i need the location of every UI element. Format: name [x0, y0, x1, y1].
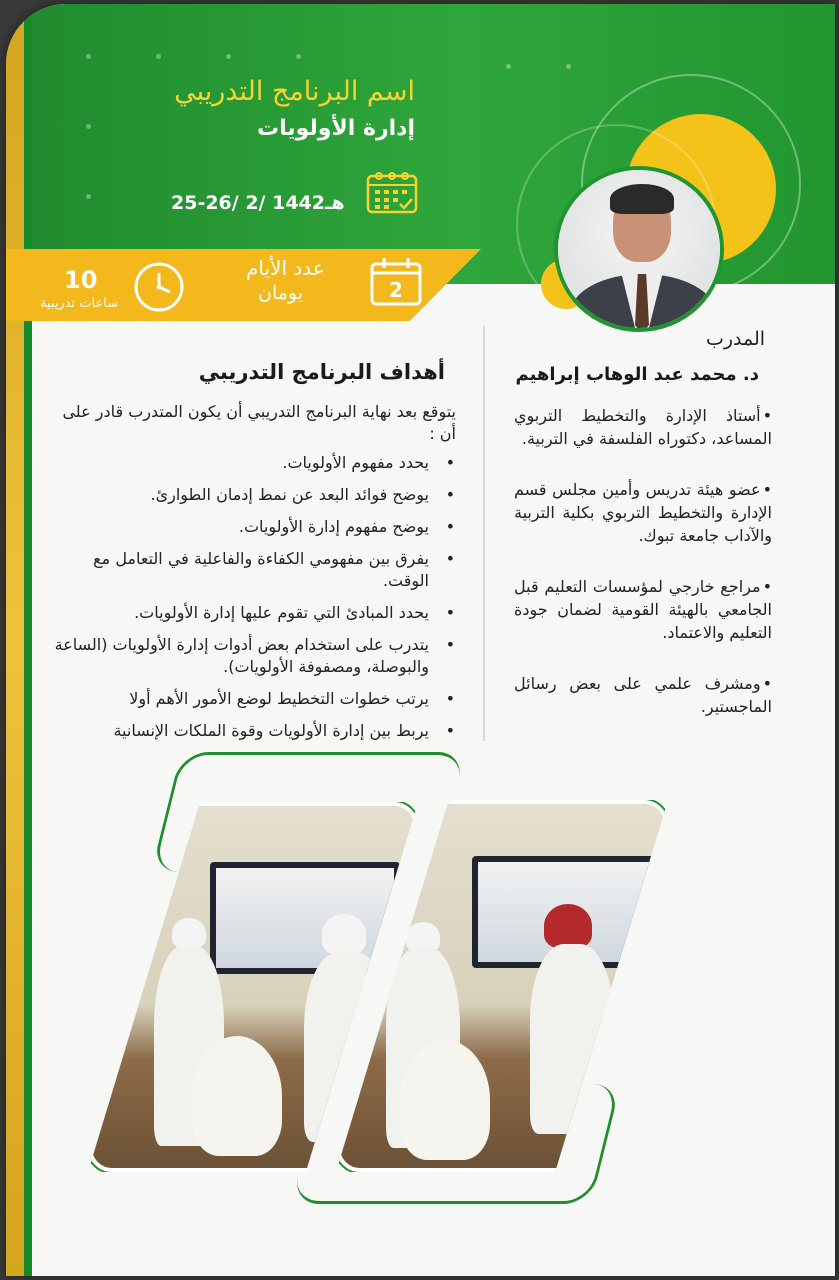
- goal-item: • يوضح فوائد البعد عن نمط إدمان الطوارئ.: [54, 484, 459, 506]
- goal-item: • يحدد مفهوم الأولويات.: [54, 452, 459, 474]
- clock-icon: [132, 260, 186, 314]
- goal-item: • يحدد المبادئ التي تقوم عليها إدارة الأولويات.: [54, 602, 459, 624]
- goals-title: أهداف البرنامج التدريبي: [198, 360, 445, 384]
- brochure-page: [6, 4, 835, 1276]
- goal-item: • يوضح مفهوم إدارة الأولويات.: [54, 516, 459, 538]
- decor-dot: [566, 64, 571, 69]
- goal-item: • يفرق بين مفهومي الكفاءة والفاعلية في التعامل مع الوقت.: [54, 548, 459, 592]
- decor-dot: [86, 54, 91, 59]
- trainer-name: د. محمد عبد الوهاب إبراهيم: [515, 364, 759, 385]
- hours-label: ساعات تدريبية: [40, 296, 119, 311]
- goal-item: • يرتب خطوات التخطيط لوضع الأمور الأهم أولا: [54, 688, 459, 710]
- program-title-label: اسم البرنامج التدريبي: [174, 76, 415, 107]
- decor-dot: [86, 124, 91, 129]
- binding-strip-green: [24, 4, 32, 1276]
- trainer-heading: المدرب: [706, 328, 766, 350]
- decor-dot: [506, 64, 511, 69]
- decor-dot: [156, 54, 161, 59]
- days-value: يومان: [258, 282, 304, 304]
- decor-dot: [296, 54, 301, 59]
- goals-intro: يتوقع بعد نهاية البرنامج التدريبي أن يكون المتدرب قادر على أن :: [62, 402, 456, 443]
- goal-item: • يربط بين إدارة الأولويات وقوة الملكات الإنسانية: [54, 720, 459, 742]
- binding-strip: [6, 4, 24, 1276]
- decor-dot: [86, 194, 91, 199]
- goals-list: [54, 452, 459, 752]
- trainer-bio-item: • أستاذ الإدارة والتخطيط التربوي المساعد، دكتوراه الفلسفة في التربية.: [514, 404, 772, 450]
- column-divider: [483, 326, 485, 741]
- trainer-bio-item: • مراجع خارجي لمؤسسات التعليم قبل الجامعي بالهيئة القومية لضمان جودة التعليم والاعتماد.: [514, 575, 772, 644]
- program-title: إدارة الأولويات: [257, 116, 415, 141]
- decor-dot: [226, 54, 231, 59]
- hours-count: 10: [64, 266, 98, 294]
- trainer-photo: [554, 166, 724, 332]
- days-label: عدد الأيام: [246, 256, 325, 280]
- calendar-day-icon: [368, 256, 424, 308]
- days-count: 2: [389, 278, 403, 302]
- goal-item: • يتدرب على استخدام بعض أدوات إدارة الأولويات (الساعة والبوصلة، ومصفوفة الأولويات).: [54, 634, 459, 678]
- trainer-bio-item: • ومشرف علمي على بعض رسائل الماجستير.: [514, 672, 772, 718]
- trainer-bio-item: • عضو هيئة تدريس وأمين مجلس قسم الإدارة والتخطيط التربوي بكلية التربية والآداب جامعة تبوك.: [514, 478, 772, 547]
- program-date: 25-26/ 2/ 1442هـ: [171, 192, 345, 214]
- trainer-bio-list: [514, 404, 772, 746]
- calendar-icon: [364, 168, 420, 216]
